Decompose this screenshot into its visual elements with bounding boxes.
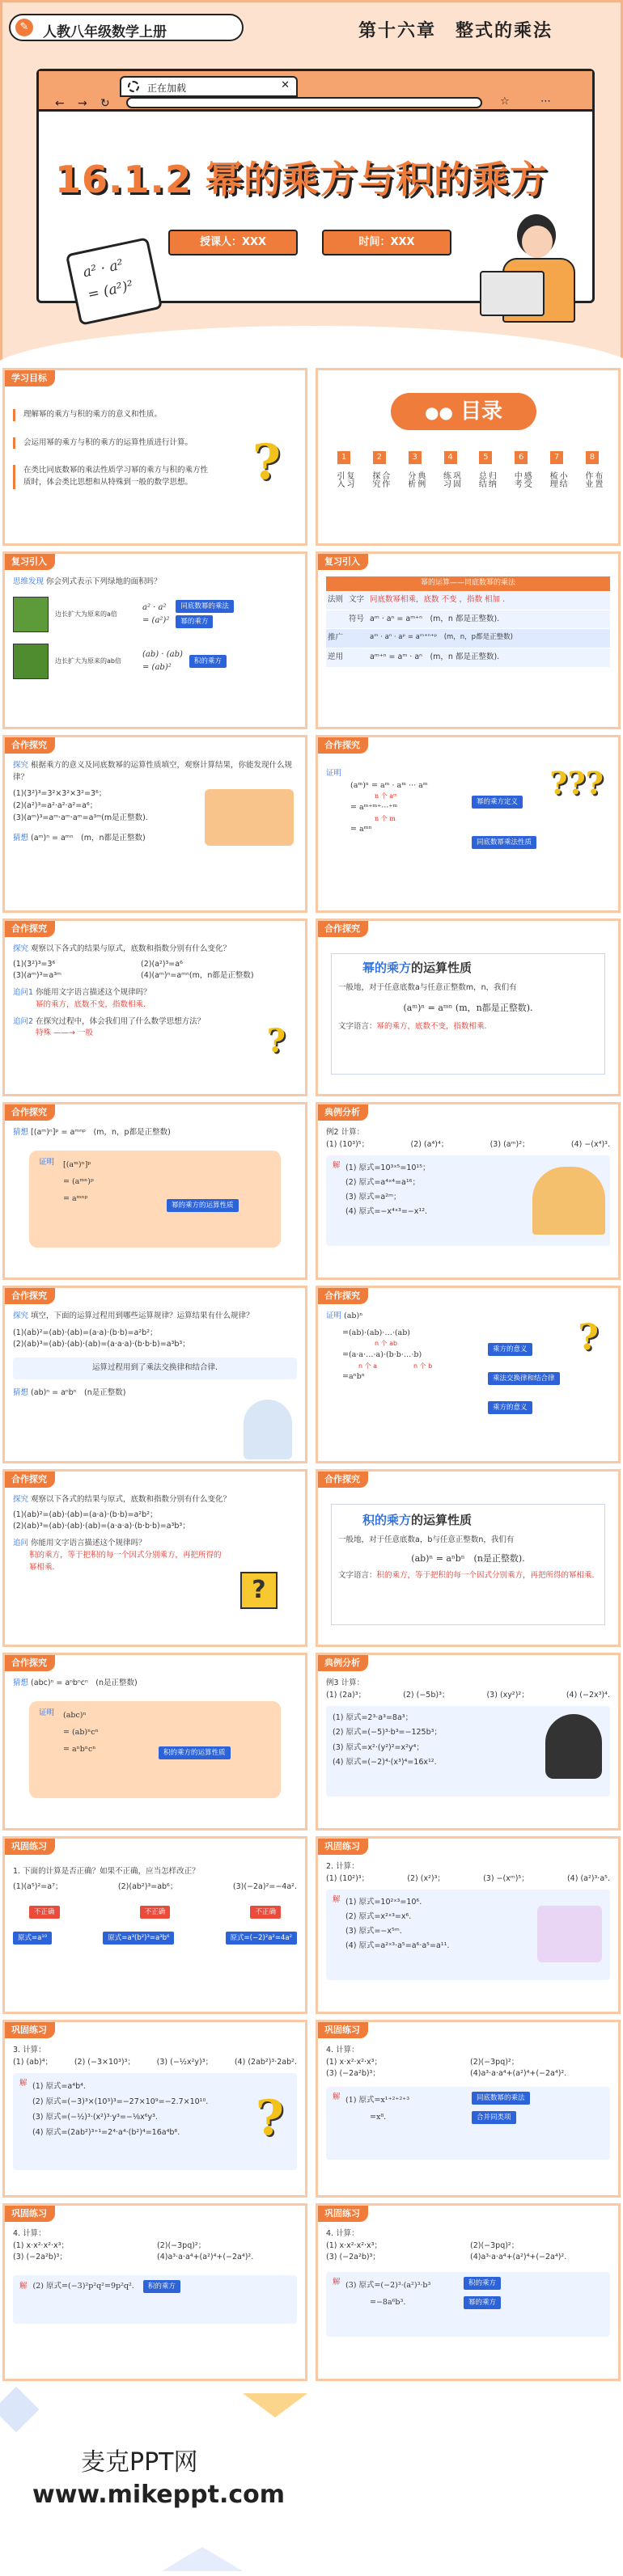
star-icon[interactable]: ☆: [500, 95, 510, 108]
contents-item[interactable]: 5 归纳总结: [477, 453, 496, 488]
slide-tag: 合作探究: [5, 737, 55, 754]
answer: 幂的乘方，底数不变，指数相乘.: [36, 999, 146, 1009]
slide-practice-4a: 巩固练习 4. 计算： (1) x·x²·x²·x³； (2)(−3pq)²； (3) (−2a²b)³； (4)a³·a·a⁴+(a²)⁴+(−2a⁴)². 解 (1) 原式=x¹⁺²⁺²⁺³ =x⁸. 同底数幂的乘法 合并同类项: [316, 2020, 621, 2198]
contents-item[interactable]: 4 巩固练习: [441, 453, 460, 488]
slide-practice-4b: 巩固练习 4. 计算： (1) x·x²·x²·x³； (2)(−3pq)²； (3) (−2a²b)³； (4)a³·a·a⁴+(a²)⁴+(−2a⁴)². 解 (2) 原式=(−3)²p²q²=9p²q². 积的乘方: [2, 2203, 307, 2381]
answer: 特殊 ——→ 一般: [36, 1028, 93, 1038]
slide-tag: 合作探究: [318, 921, 368, 937]
question-mark-icon: ?: [578, 1317, 599, 1358]
slide-practice-3: 巩固练习 3. 计算： (1) (ab)⁴； (2) (−3×10³)³； (3) (−½x²y)³； (4) (2ab²)³·2ab². 解 (1) 原式=a⁴b⁴. (2) 原式=(−3)³×(10³)³=−27×10⁹=−2.7×10¹⁰. (3) 原式=(−½)³·(x²)³·y³=−⅛x⁶y³. (4) 原式=(2ab²)³⁺¹=2⁴·a⁴·(b²)⁴=16a⁴b⁸. ?: [2, 2020, 307, 2198]
formula-line-1: a² · a²: [81, 256, 125, 281]
slide-tag: 巩固练习: [318, 1839, 368, 1855]
rule-formula: (ab)ⁿ = aⁿbⁿ (n是正整数).: [411, 1552, 525, 1564]
slide-example-2: 典例分析 例2 计算： (1) (10³)⁵； (2) (a⁴)⁴； (3) (aᵐ)²； (4) −(x⁴)³. 解 (1) 原式=10³ˣ⁵=10¹⁵； (2) 原式=a⁴ˣ⁴=a¹⁶； (3) 原式=a²ᵐ； (4) 原式=−x⁴ˣ³=−x¹².: [316, 1102, 621, 1280]
caption: 边长扩大为原来的ab倍: [55, 657, 121, 665]
reload-icon[interactable]: ↻: [100, 97, 110, 110]
speaker-box: 授课人：XXX: [168, 230, 298, 255]
contents-title: 目录: [460, 399, 502, 424]
loading-icon: [128, 81, 139, 92]
table-row: 推广 aᵐ · aⁿ · aᵖ = aᵐ⁺ⁿ⁺ᵖ (m，n，p都是正整数): [326, 629, 610, 648]
question-mark-icon: ?: [255, 2090, 284, 2147]
question-box-icon: ?: [240, 1572, 278, 1609]
badge: 幂的乘方: [464, 2296, 501, 2309]
note: 运算过程用到了乘法交换律和结合律.: [13, 1358, 297, 1379]
slide-explore-power: 合作探究 探究 根据乘方的意义及同底数幂的运算性质填空，观察计算结果，你能发现什么规律？ (1)(3²)³=3²×3²×3²=3⁶； (2)(a²)³=a²·a²·a²=a⁶； (3)(aᵐ)³=aᵐ·aᵐ·aᵐ=a³ᵐ(m是正整数). 猜想 (aᵐ)ⁿ = aᵐⁿ (m，n都是正整数): [2, 735, 307, 913]
book-icon: ✎: [15, 19, 33, 36]
student-illustration: [532, 1167, 605, 1235]
table-row: 符号 aᵐ · aⁿ = aᵐ⁺ⁿ (m，n 都是正整数).: [326, 610, 610, 630]
slide-practice-2: 巩固练习 2. 计算： (1) (10²)³； (2) (x²)³； (3) −(xᵐ)⁵； (4) (a²)³·a⁵. 解 (1) 原式=10²ˣ³=10⁶. (2) 原式=x²ˣ³=x⁶. (3) 原式=−x⁵ᵐ. (4) 原式=a²ˣ³·a⁵=a⁶·a⁵=a¹¹.: [316, 1836, 621, 2014]
proof-line: (aᵐ)ⁿ = aᵐ · aᵐ ··· aᵐ: [350, 780, 428, 790]
slide-tag: 合作探究: [318, 737, 368, 754]
badge: 同底数幂乘法性质: [472, 836, 536, 849]
badge: 积的乘方的运算性质: [159, 1746, 231, 1759]
verdict-badge: 不正确: [250, 1906, 281, 1919]
time-box: 时间：XXX: [322, 230, 451, 255]
badge: 积的乘方: [143, 2280, 180, 2293]
teacher-illustration: [480, 214, 593, 344]
verdict-badge: 不正确: [29, 1906, 60, 1919]
table-row: 法则 文字 同底数幂相乘，底数 不变 ，指数 相加 .: [326, 591, 610, 610]
thinking-boy-illustration: [244, 1400, 292, 1459]
slide-tag: 合作探究: [5, 1655, 55, 1671]
badge: 幂的乘方定义: [472, 796, 523, 809]
goal-item: 理解幂的乘方与积的乘方的意义和性质。: [13, 409, 215, 421]
slide-review-table: [316, 551, 621, 729]
slide-tag: 学习目标: [5, 370, 55, 386]
question-prefix: 思维发现: [13, 577, 44, 586]
badge: 同底数幂的乘法: [176, 600, 234, 613]
table-row: 逆用 aᵐ⁺ⁿ = aᵐ · aⁿ (m，n 都是正整数).: [326, 648, 610, 667]
goal-item: 会运用幂的乘方与积的乘方的运算性质进行计算。: [13, 437, 215, 450]
slide-practice-1: 巩固练习 1. 下面的计算是否正确？如果不正确，应当怎样改正？ (1)(a⁵)²=a⁷； (2)(ab²)³=ab⁶； (3)(−2a)²=−4a². 不正确 不正确 不正确 原式=a¹⁰ 原式=a³(b²)³=a³b⁶ 原式=(−2)²a²=4a²: [2, 1836, 307, 2014]
work-line: (3)(aᵐ)³=aᵐ·aᵐ·aᵐ=a³ᵐ(m是正整数).: [13, 813, 148, 822]
contents-item[interactable]: 6 感受中考: [512, 453, 532, 488]
rule-formula: (aᵐ)ⁿ = aᵐⁿ (m，n都是正整数).: [403, 1002, 533, 1013]
lesson-title: 16.1.2 幂的乘方与积的乘方: [55, 158, 548, 201]
footer-brand: 麦克PPT网: [81, 2448, 198, 2477]
badge: 积的乘方: [189, 655, 227, 668]
boy-illustration: [545, 1714, 602, 1779]
slide-conjecture-triple: 合作探究 猜想 [(aᵐ)ⁿ]ᵖ = aᵐⁿᵖ (m，n，p都是正整数) 证明 [(aᵐ)ⁿ]ᵖ = (aᵐⁿ)ᵖ = aᵐⁿᵖ 幂的乘方的运算性质: [2, 1102, 307, 1280]
header-banner: [0, 0, 623, 368]
slide-tag: 典例分析: [318, 1104, 368, 1121]
proof-line: = aᵐ⁺ᵐ⁺···⁺ᵐ: [350, 802, 398, 812]
goal-item: 在类比同底数幂的乘法性质学习幂的乘方与积的乘方性质时，体会类比思想和从特殊到一般的数学思想。: [13, 465, 215, 488]
work-line: (1)(3²)³=3²×3²×3²=3⁶；: [13, 789, 107, 799]
question-marks-icon: ???: [549, 765, 604, 801]
browser-tab[interactable]: [120, 76, 298, 97]
formula-line-2: = (a²)²: [86, 277, 135, 303]
slide-explore-product: 合作探究 探究 填空，下面的运算过程用到哪些运算规律？运算结果有什么规律？ (1)(ab)²=(ab)·(ab)=(a·a)·(b·b)=a²b²； (2)(ab)³=(ab)·(ab)·(ab)=(a·a·a)·(b·b·b)=a³b³； 运算过程用到了乘法交换律和结合律. 猜想 (ab)ⁿ = aⁿbⁿ (n是正整数): [2, 1286, 307, 1463]
slide-review-areas: [2, 551, 307, 729]
example-title: 例2 计算：: [326, 1128, 365, 1137]
footer-decoration-left: [0, 2387, 39, 2433]
expression: = (ab)²: [142, 662, 172, 672]
badge: 幂的乘方: [176, 615, 213, 628]
table-head: 幂的运算——同底数幂的乘法: [326, 576, 610, 591]
expression: = (a²)²: [142, 615, 170, 625]
chapter-title: 第十六章 整式的乘法: [358, 21, 553, 41]
conjecture: (aᵐ)ⁿ = aᵐⁿ (m，n都是正整数): [31, 833, 146, 842]
fix-badge: 原式=(−2)²a²=4a²: [226, 1932, 297, 1945]
contents-item[interactable]: 8 布置作业: [583, 453, 602, 488]
question-text: 你会列式表示下列绿地的面积吗？: [46, 577, 162, 586]
slide-tag: 复习引入: [5, 554, 55, 570]
contents-title-pill: [391, 393, 536, 430]
eyes-icon: ●●: [425, 403, 453, 422]
green-square-icon: [13, 644, 49, 679]
tab-label: 正在加载: [147, 82, 187, 94]
slide-proof-product: 合作探究 证明 (ab)ⁿ =(ab)·(ab)·…·(ab) n 个 ab =(a·a·…·a)·(b·b·…·b) n 个 a n 个 b =aⁿbⁿ 乘方的意义 乘法交换律和结合律 乘方的意义 ?: [316, 1286, 621, 1463]
badge: 乘法交换律和结合律: [488, 1372, 560, 1385]
expression: (ab) · (ab): [142, 650, 183, 660]
slide-tag: 巩固练习: [318, 2206, 368, 2222]
footer-url[interactable]: www.mikeppt.com: [32, 2481, 285, 2509]
slide-example-3: 典例分析 例3 计算： (1) (2a)³； (2) (−5b)³； (3) (xy²)²； (4) (−2x³)⁴. (1) 原式=2³·a³=8a³； (2) 原式=(−5)³·b³=−125b³； (3) 原式=x²·(y²)²=x²y⁴； (4) 原式=(−2)⁴·(x³)⁴=16x¹².: [316, 1653, 621, 1831]
back-icon[interactable]: ←: [55, 97, 65, 110]
slide-contents: [316, 368, 621, 546]
slide-tag: 巩固练习: [5, 1839, 55, 1855]
badge: 合并同类项: [472, 2111, 516, 2124]
slide-tag: 合作探究: [318, 1288, 368, 1304]
contents-list: [329, 451, 607, 488]
slide-tag: 巩固练习: [5, 2022, 55, 2038]
slide-observe-product: 合作探究 探究 观察以下各式的结果与原式，底数和指数分别有什么变化？ (1)(ab)²=(ab)·(ab)=(a·a)·(b·b)=a²b²； (2)(ab)³=(ab)·(ab)·(ab)=(a·a·a)·(b·b·b)=a³b³； 追问 你能用文字语言描述这个规律吗？ 积的乘方，等于把积的每一个因式分别乘方，再把所得的幂相乘. ?: [2, 1469, 307, 1647]
slide-power-rule: 合作探究 幂的乘方的运算性质 一般地，对于任意底数a与任意正整数m，n，我们有 (aᵐ)ⁿ = aᵐⁿ (m，n都是正整数). 文字语言：幂的乘方，底数不变，指数相乘.: [316, 918, 621, 1096]
slide-tag: 合作探究: [5, 1104, 55, 1121]
expression: a² · a²: [142, 603, 167, 613]
verdict-badge: 不正确: [140, 1906, 171, 1919]
address-bar[interactable]: [126, 97, 482, 108]
badge: 同底数幂的乘法: [472, 2092, 530, 2105]
slide-tag: 复习引入: [318, 554, 368, 570]
fix-badge: 原式=a³(b²)³=a³b⁶: [103, 1932, 174, 1945]
slide-product-rule: 合作探究 积的乘方的运算性质 一般地，对于任意底数a，b与任意正整数n，我们有 (ab)ⁿ = aⁿbⁿ (n是正整数). 文字语言：积的乘方，等于把积的每一个因式分别乘方，再把所得的幂相乘.: [316, 1469, 621, 1647]
slide-practice-4c: 巩固练习 4. 计算： (1) x·x²·x²·x³； (2)(−3pq)²； (3) (−2a²b)³； (4)a³·a·a⁴+(a²)⁴+(−2a⁴)². 解 (3) 原式=(−2)³·(a²)³·b³ =−8a⁶b³. 积的乘方 幂的乘方: [316, 2203, 621, 2381]
slide-tag: 合作探究: [5, 921, 55, 937]
desk-lamp-illustration: [537, 1906, 602, 1962]
book-label: 人教八年级数学上册: [43, 24, 167, 40]
slide-tag: 巩固练习: [318, 2022, 368, 2038]
bulb-question-icon: ?: [266, 1022, 286, 1060]
close-icon[interactable]: ✕: [281, 79, 290, 91]
contents-item[interactable]: 7 小结梳理: [548, 453, 567, 488]
menu-icon[interactable]: ⋯: [540, 95, 551, 108]
answer: 积的乘方，等于把积的每一个因式分别乘方，再把所得的幂相乘.: [29, 1550, 222, 1572]
slide-tag: 巩固练习: [5, 2206, 55, 2222]
contents-item[interactable]: 2 合作探究: [370, 453, 389, 488]
question-mark-icon: ?: [252, 434, 281, 491]
green-square-icon: [13, 597, 49, 632]
slide-tag: 合作探究: [5, 1472, 55, 1488]
contents-item[interactable]: 3 典例分析: [405, 453, 425, 488]
slide-conjecture-abc: 合作探究 猜想 (abc)ⁿ = aⁿbⁿcⁿ (n是正整数) 证明 (abc)ⁿ = (ab)ⁿcⁿ = aⁿbⁿcⁿ 积的乘方的运算性质: [2, 1653, 307, 1831]
work-line: (2)(a²)³=a²·a²·a²=a⁶；: [13, 801, 98, 811]
students-illustration: [205, 789, 294, 846]
slide-observe-power: 合作探究 探究 观察以下各式的结果与原式，底数和指数分别有什么变化？ (1)(3²)³=3⁶ (2)(a²)³=a⁶ (3)(aᵐ)³=a³ᵐ (4)(aᵐ)ⁿ=aᵐⁿ(m，n都是正整数) 追问1 你能用文字语言描述这个规律吗？ 幂的乘方，底数不变，指数相乘. 追问2 在探究过程中，体会我们用了什么数学思想方法？ 特殊 ——→ 一般 ?: [2, 918, 307, 1096]
slide-learning-goals: [2, 368, 307, 546]
caption: 边长扩大为原来的a倍: [55, 610, 117, 618]
slide-tag: 合作探究: [318, 1472, 368, 1488]
badge: 乘方的意义: [488, 1343, 532, 1356]
slide-proof-power: 合作探究 证明 (aᵐ)ⁿ = aᵐ · aᵐ ··· aᵐ n 个 aᵐ = aᵐ⁺ᵐ⁺···⁺ᵐ n 个 m = aᵐⁿ 幂的乘方定义 同底数幂乘法性质 ???: [316, 735, 621, 913]
badge: 乘方的意义: [488, 1401, 532, 1414]
footer-decoration-right: [243, 2393, 307, 2418]
proof-line: = aᵐⁿ: [350, 824, 372, 834]
fix-badge: 原式=a¹⁰: [13, 1932, 52, 1945]
badge: 幂的乘方的运算性质: [167, 1199, 239, 1212]
footer-decoration-bottom: [162, 2547, 243, 2571]
contents-item[interactable]: 1 复习引入: [335, 453, 354, 488]
forward-icon[interactable]: →: [78, 97, 87, 110]
badge: 积的乘方: [464, 2277, 501, 2290]
book-pill: [9, 14, 244, 41]
slide-tag: 典例分析: [318, 1655, 368, 1671]
slide-tag: 合作探究: [5, 1288, 55, 1304]
